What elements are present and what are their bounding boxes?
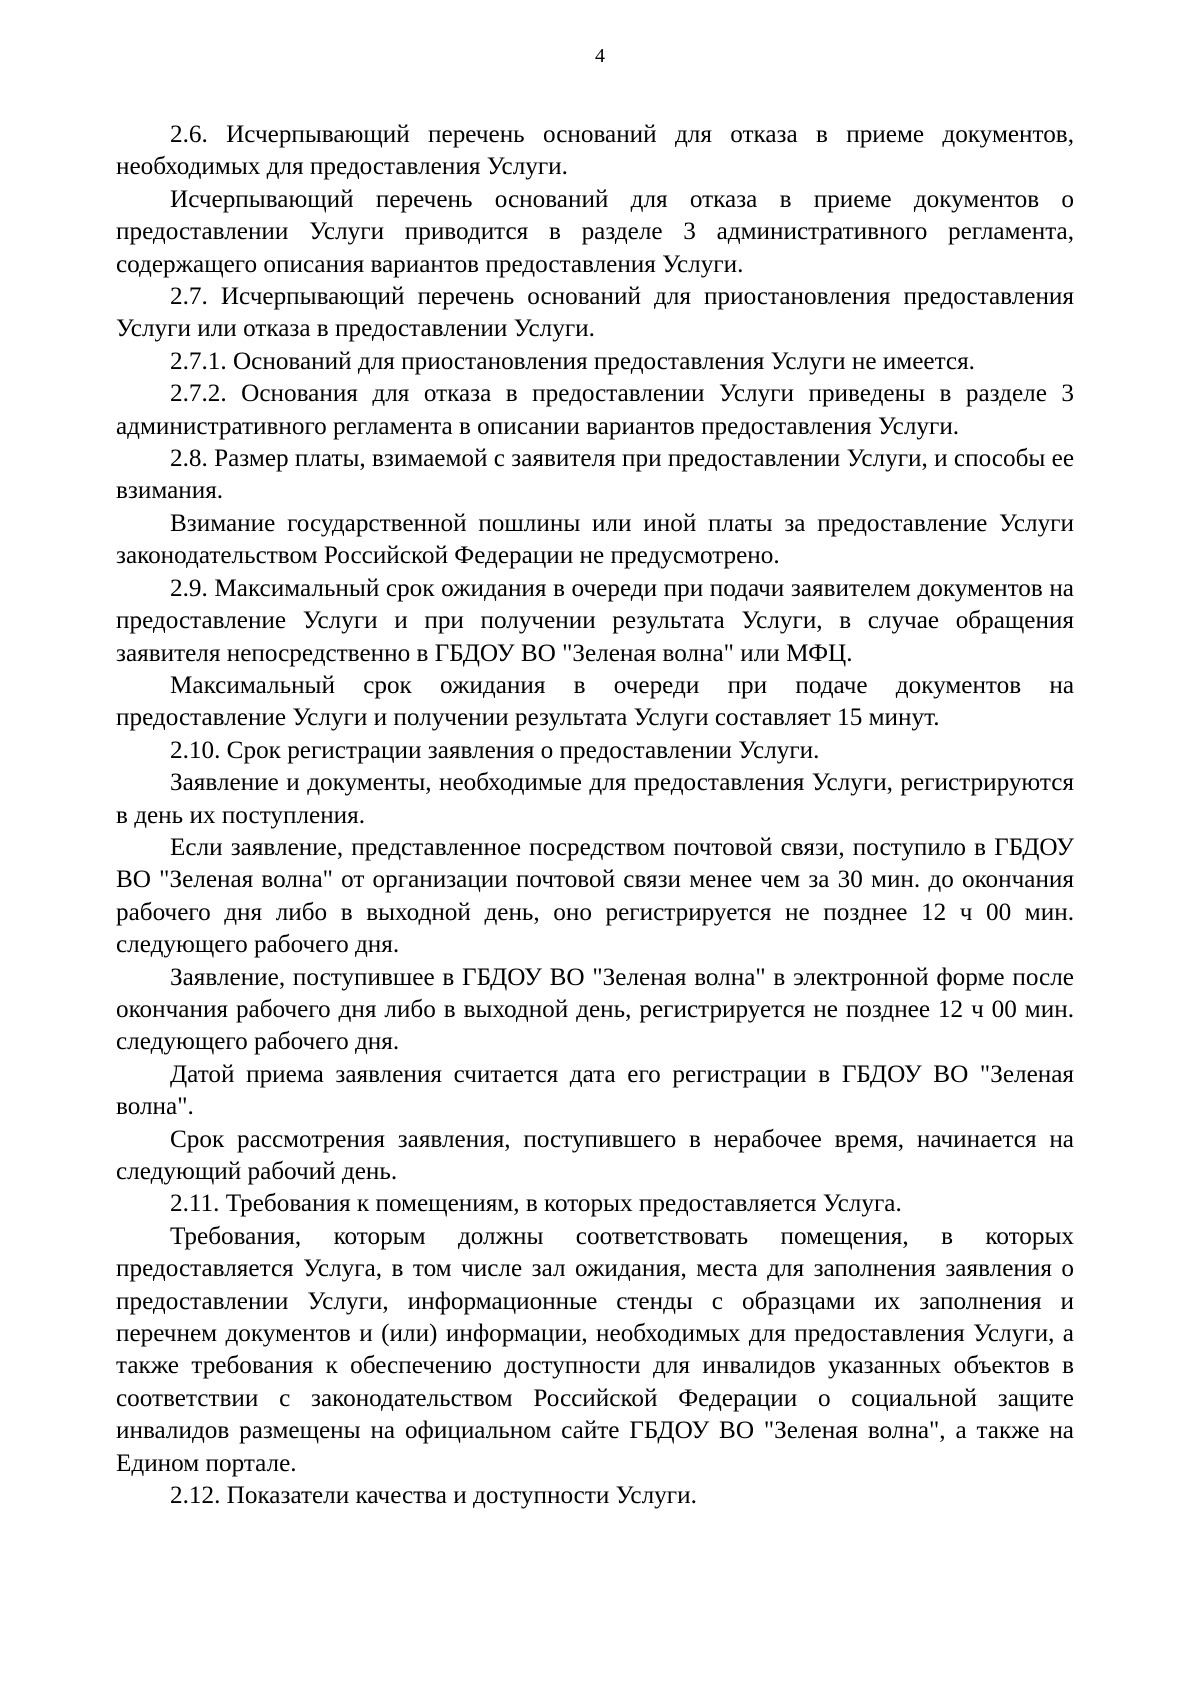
paragraph-2-6-text: Исчерпывающий перечень оснований для отказа в приеме документов о предоставлении Услуги приводится в разделе 3 административного регламента, содержащего описания вариантов предоставления Услуги.	[116, 185, 1074, 278]
paragraph-2-7-1: 2.7.1. Оснований для приостановления предоставления Услуги не имеется.	[170, 347, 975, 375]
paragraph-2-10-text-1: Заявление и документы, необходимые для предоставления Услуги, регистрируются в день их поступления.	[116, 769, 1074, 829]
paragraph-2-10-text-3: Заявление, поступившее в ГБДОУ ВО "Зеленая волна" в электронной форме после окончания рабочего дня либо в выходной день, регистрируется не позднее 12 ч 00 мин. следующего рабочего дня.	[116, 963, 1074, 1056]
paragraph-2-6-heading: 2.6. Исчерпывающий перечень оснований для отказа в приеме документов, необходимых для предоставления Услуги.	[116, 121, 1074, 181]
document-body	[116, 119, 1074, 1512]
paragraph-2-10-text-2: Если заявление, представленное посредством почтовой связи, поступило в ГБДОУ ВО "Зеленая волна" от организации почтовой связи менее чем за 30 мин. до окончания рабочего дня либо в выходной день, оно регистрируется не позднее 12 ч 00 мин. следующего рабочего дня.	[116, 833, 1074, 959]
paragraph-2-11-text: Требования, которым должны соответствовать помещения, в которых предоставляется Услуга, в том числе зал ожидания, места для заполнения заявления о предоставлении Услуги, информационные стенды с образцами их заполнения и перечнем документов и (или) информации, необходимых для предоставления Услуги, а также требования к обеспечению доступности для инвалидов указанных объектов в соответствии с законодательством Российской Федерации о социальной защите инвалидов размещены на официальном сайте ГБДОУ ВО "Зеленая волна", а также на Едином портале.	[116, 1222, 1074, 1477]
paragraph-2-10-heading: 2.10. Срок регистрации заявления о предоставлении Услуги.	[170, 736, 820, 764]
paragraph-2-11-heading: 2.11. Требования к помещениям, в которых предоставляется Услуга.	[170, 1190, 902, 1218]
paragraph-2-8-text: Взимание государственной пошлины или иной платы за предоставление Услуги законодательством Российской Федерации не предусмотрено.	[116, 509, 1074, 570]
paragraph-2-12-heading: 2.12. Показатели качества и доступности Услуги.	[170, 1482, 697, 1510]
paragraph-2-7-heading: 2.7. Исчерпывающий перечень оснований для приостановления предоставления Услуги или отказа в предоставлении Услуги.	[116, 283, 1074, 343]
paragraph-2-9-text: Максимальный срок ожидания в очереди при подаче документов на предоставление Услуги и получении результата Услуги составляет 15 минут.	[116, 671, 1074, 732]
paragraph-2-9-heading: 2.9. Максимальный срок ожидания в очереди при подачи заявителем документов на предоставление Услуги и при получении результата Услуги, в случае обращения заявителя непосредственно в ГБДОУ ВО "Зеленая волна" или МФЦ.	[116, 574, 1074, 667]
page-number: 4	[595, 45, 605, 67]
paragraph-2-10-text-4: Датой приема заявления считается дата его регистрации в ГБДОУ ВО "Зеленая волна".	[116, 1060, 1074, 1121]
paragraph-2-10-text-5: Срок рассмотрения заявления, поступившего в нерабочее время, начинается на следующий рабочий день.	[116, 1125, 1074, 1185]
paragraph-2-7-2: 2.7.2. Основания для отказа в предоставлении Услуги приведены в разделе 3 административного регламента в описании вариантов предоставления Услуги.	[116, 380, 1074, 440]
paragraph-2-8-heading: 2.8. Размер платы, взимаемой с заявителя при предоставлении Услуги, и способы ее взимания.	[116, 445, 1074, 505]
